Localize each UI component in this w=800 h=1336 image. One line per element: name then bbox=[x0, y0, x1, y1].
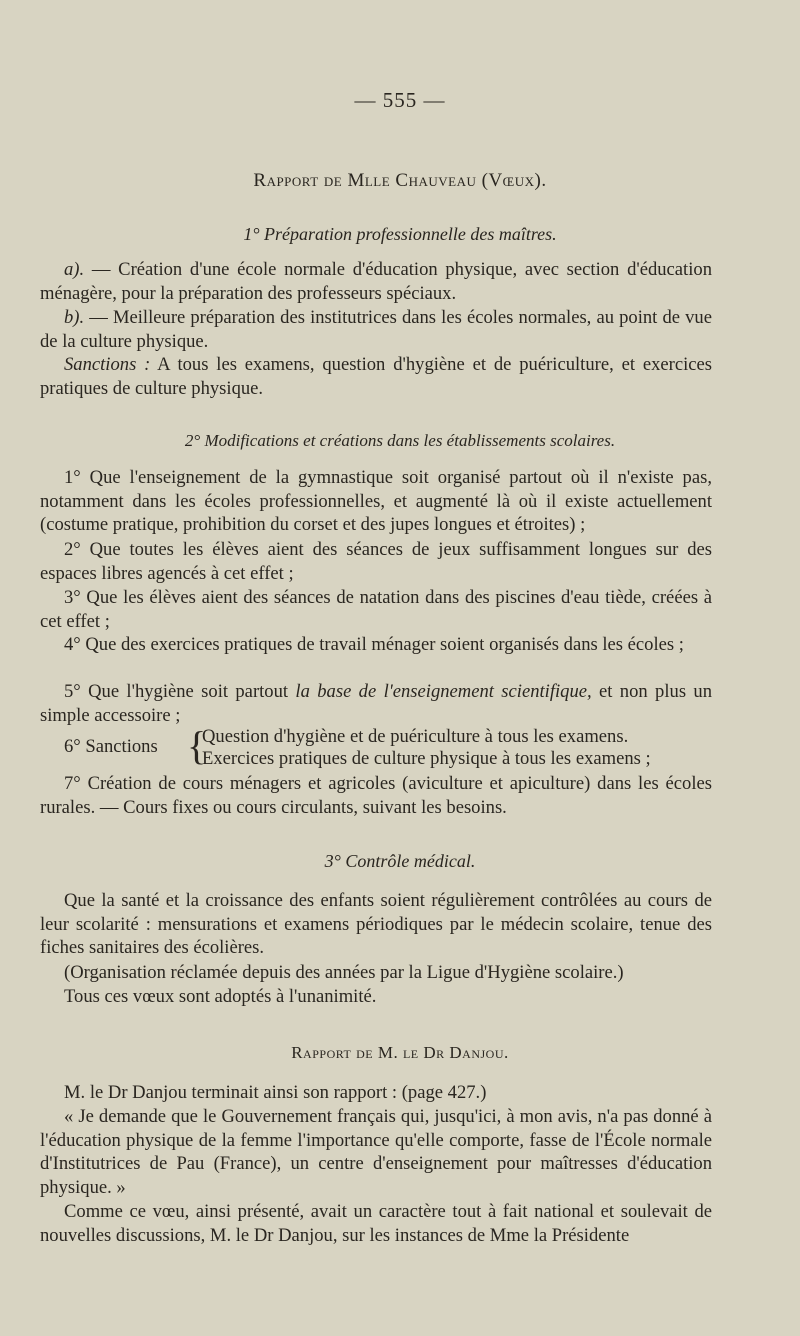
adoption-note: Tous ces vœux sont adoptés à l'unanimité. bbox=[64, 986, 377, 1007]
list-item-4: 4° Que des exercices pratiques de travail ménager soient organisés dans les écoles ; bbox=[64, 634, 684, 655]
list-item-6-line1: Question d'hygiène et de puériculture à tous les examens. bbox=[202, 726, 629, 747]
section-title-professional-preparation: 1° Préparation professionnelle des maîtres. bbox=[243, 224, 557, 244]
list-item-5-b: et non plus un simple accessoire ; bbox=[40, 681, 713, 726]
sanctions-paragraph bbox=[40, 353, 712, 400]
list-item-5-italic: la base de l'enseignement scientifique, bbox=[295, 681, 592, 702]
list-item-7: 7° Création de cours ménagers et agricoles (aviculture et apiculture) dans les écoles rurales. — Cours fixes ou cours circulants, suivant les besoins. bbox=[40, 773, 712, 818]
item-a bbox=[40, 258, 712, 305]
report-heading-chauveau: Rapport de Mlle Chauveau (Vœux). bbox=[253, 170, 547, 191]
report-heading-danjou: Rapport de M. le Dr Danjou. bbox=[291, 1043, 509, 1062]
list-item-2: 2° Que toutes les élèves aient des séances de jeux suffisamment longues sur des espaces libres agencés à cet effet ; bbox=[40, 539, 712, 584]
danjou-intro: M. le Dr Danjou terminait ainsi son rapport : (page 427.) bbox=[64, 1082, 487, 1103]
list-item-5 bbox=[40, 680, 712, 727]
danjou-quote: « Je demande que le Gouvernement français qui, jusqu'ici, à mon avis, n'a pas donné à l'éducation physique de la femme l'importance qu'elle comporte, fasse de l'École normale d'Institutrices de Pau (France), un centre d'enseignement pour maîtresses d'éducation physique. » bbox=[40, 1106, 712, 1198]
item-a-text: — Création d'une école normale d'éducation physique, avec section d'éducation ménagère, pour la préparation des professeurs spéciaux. bbox=[40, 259, 712, 304]
item-a-label: a). bbox=[64, 259, 85, 280]
brace-symbol: { bbox=[187, 723, 207, 768]
section-title-modifications: 2° Modifications et créations dans les établissements scolaires. bbox=[184, 431, 616, 450]
sanctions-label: Sanctions : bbox=[64, 354, 151, 375]
danjou-continuation: Comme ce vœu, ainsi présenté, avait un caractère tout à fait national et soulevait de nouvelles discussions, M. le Dr Danjou, sur les instances de Mme la Présidente bbox=[40, 1201, 712, 1246]
list-item-3: 3° Que les élèves aient des séances de natation dans des piscines d'eau tiède, créées à cet effet ; bbox=[40, 587, 712, 632]
item-b bbox=[40, 306, 712, 353]
list-item-6-label: 6° Sanctions bbox=[64, 736, 158, 757]
item-b-text: — Meilleure préparation des institutrices dans les écoles normales, au point de vue de la culture physique. bbox=[40, 307, 712, 352]
list-item-1: 1° Que l'enseignement de la gymnastique soit organisé partout où il n'existe pas, notamment dans les écoles professionnelles, et augmenté là où il existe actuellement (costume pratique, prohibition du corset et des jupes longues et étroites) ; bbox=[40, 467, 712, 536]
sanctions-text: A tous les examens, question d'hygiène et de puériculture, et exercices pratiques de culture physique. bbox=[40, 354, 712, 399]
item-b-label: b). bbox=[64, 307, 85, 328]
section-title-medical-control: 3° Contrôle médical. bbox=[324, 851, 476, 871]
medical-paragraph: Que la santé et la croissance des enfants soient régulièrement contrôlées au cours de leur scolarité : mensurations et examens périodiques par le médecin scolaire, tenue des fiches sanitaires des écolières. bbox=[40, 890, 712, 959]
list-item-6-line2: Exercices pratiques de culture physique à tous les examens ; bbox=[202, 748, 651, 769]
medical-note: (Organisation réclamée depuis des années par la Ligue d'Hygiène scolaire.) bbox=[64, 962, 624, 983]
page-number: — 555 — bbox=[354, 88, 446, 112]
list-item-6 bbox=[40, 723, 720, 770]
list-item-5-a: 5° Que l'hygiène soit partout bbox=[64, 681, 296, 702]
